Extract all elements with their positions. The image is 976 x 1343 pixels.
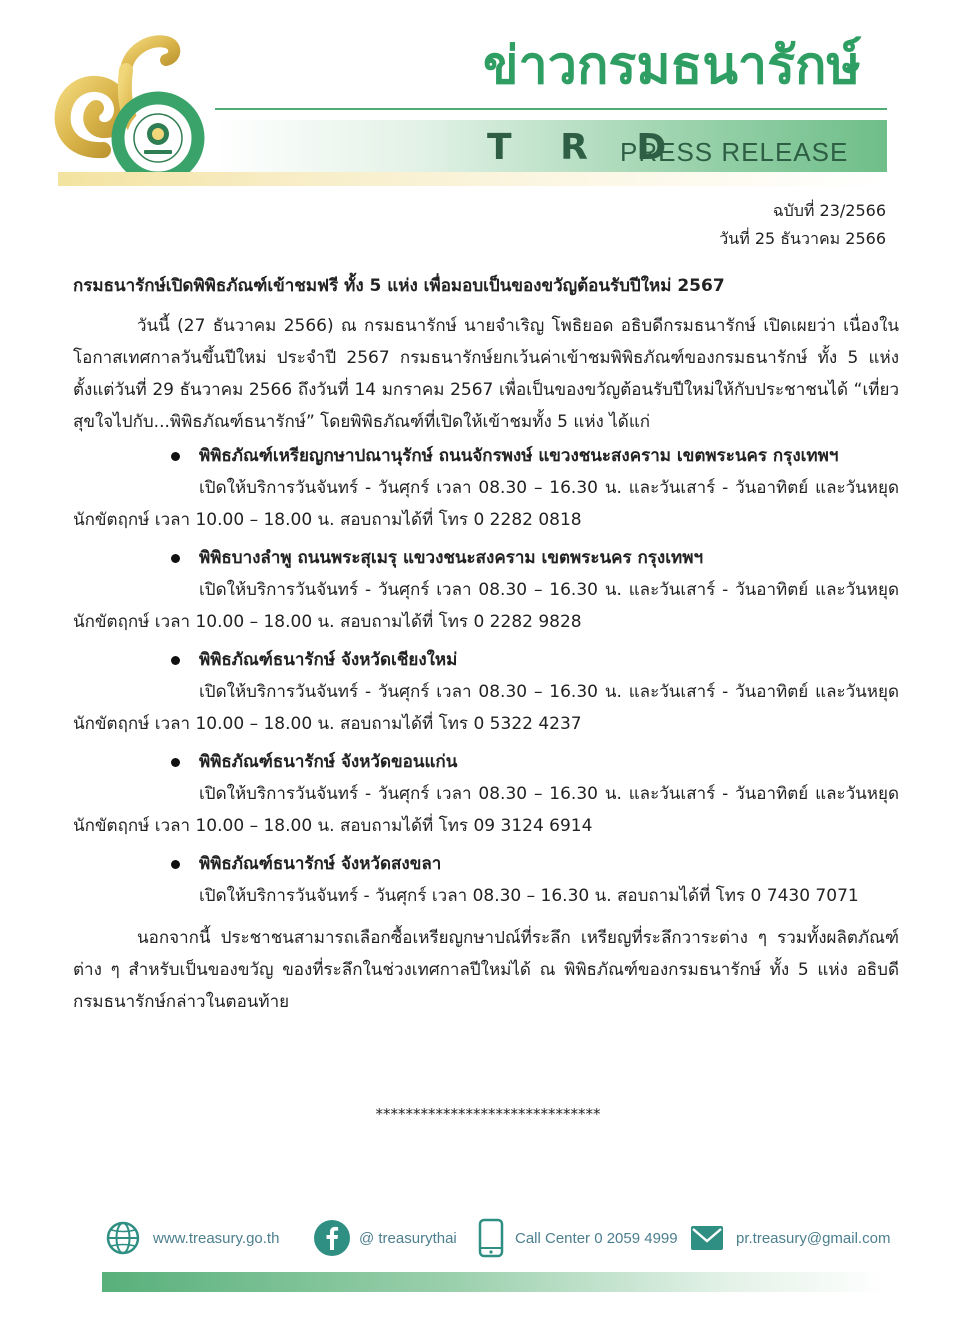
header-divider: [215, 108, 887, 110]
gold-band: [58, 172, 887, 186]
museum-item: [73, 440, 899, 536]
museum-hours: เปิดให้บริการวันจันทร์ - วันศุกร์ เวลา 08.30 – 16.30 น. และวันเสาร์ - วันอาทิตย์ และวันหยุดนักขัตฤกษ์ เวลา 10.00 – 18.00 น. สอบถามได้ที่ โทร 09 3124 6914: [73, 784, 899, 836]
email-text: pr.treasury@gmail.com: [736, 1229, 891, 1247]
footer-green-band: [102, 1272, 887, 1292]
museum-item: [73, 746, 899, 842]
museum-hours: เปิดให้บริการวันจันทร์ - วันศุกร์ เวลา 08.30 – 16.30 น. และวันเสาร์ - วันอาทิตย์ และวันหยุดนักขัตฤกษ์ เวลา 10.00 – 18.00 น. สอบถามได้ที่ โทร 0 2282 9828: [73, 580, 899, 632]
museum-name: พิพิธภัณฑ์ธนารักษ์ จังหวัดสงขลา: [73, 848, 899, 880]
intro-paragraph: วันนี้ (27 ธันวาคม 2566) ณ กรมธนารักษ์ นายจำเริญ โพธิยอด อธิบดีกรมธนารักษ์ เปิดเผยว่า เนื่องในโอกาสเทศกาลวันขึ้นปีใหม่ ประจำปี 2567 กรมธนารักษ์ยกเว้นค่าเข้าชมพิพิธภัณฑ์ของกรมธนารักษ์ ทั้ง 5 แห่ง ตั้งแต่วันที่ 29 ธันวาคม 2566 ถึงวันที่ 14 มกราคม 2567 เพื่อเป็นของขวัญต้อนรับปีใหม่ให้กับประชาชนได้ “เที่ยวสุขใจไปกับ...พิพิธภัณฑ์ธนารักษ์” โดยพิพิธภัณฑ์ที่เปิดให้เข้าชมทั้ง 5 แห่ง ได้แก่: [73, 316, 899, 432]
facebook-link[interactable]: [313, 1218, 457, 1258]
issue-date: วันที่ 25 ธันวาคม 2566: [719, 229, 886, 248]
call-center-link[interactable]: [477, 1218, 678, 1258]
treasury-department-seal-logo: [48, 30, 218, 190]
facebook-text: @ treasurythai: [359, 1229, 457, 1247]
globe-icon: [105, 1220, 141, 1256]
press-release-label: PRESS RELEASE: [620, 137, 849, 167]
call-center-text: Call Center 0 2059 4999: [515, 1229, 678, 1247]
website-link[interactable]: [105, 1218, 279, 1258]
email-envelope-icon: [690, 1224, 724, 1252]
closing-paragraph: นอกจากนี้ ประชาชนสามารถเลือกซื้อเหรียญกษาปณ์ที่ระลึก เหรียญที่ระลึกวาระต่าง ๆ รวมทั้งผลิตภัณฑ์ต่าง ๆ สำหรับเป็นของขวัญ ของที่ระลึกในช่วงเทศกาลปีใหม่ได้ ณ พิพิธภัณฑ์ของกรมธนารักษ์ ทั้ง 5 แห่ง อธิบดีกรมธนารักษ์กล่าวในตอนท้าย: [73, 928, 899, 1012]
facebook-icon: [313, 1219, 351, 1257]
headline: กรมธนารักษ์เปิดพิพิธภัณฑ์เข้าชมฟรี ทั้ง 5 แห่ง เพื่อมอบเป็นของขวัญต้อนรับปีใหม่ 2567: [73, 276, 725, 296]
museum-item: [73, 644, 899, 740]
museum-hours: เปิดให้บริการวันจันทร์ - วันศุกร์ เวลา 08.30 – 16.30 น. สอบถามได้ที่ โทร 0 7430 7071: [199, 886, 859, 906]
document-body: [73, 270, 899, 1018]
trd-label: T R D: [487, 127, 685, 168]
email-link[interactable]: [690, 1218, 890, 1258]
museum-hours: เปิดให้บริการวันจันทร์ - วันศุกร์ เวลา 08.30 – 16.30 น. และวันเสาร์ - วันอาทิตย์ และวันหยุดนักขัตฤกษ์ เวลา 10.00 – 18.00 น. สอบถามได้ที่ โทร 0 2282 0818: [73, 478, 899, 530]
mobile-phone-icon: [477, 1218, 505, 1258]
header-title-thai: ข่าวกรมธนารักษ์: [483, 36, 861, 96]
end-separator: ******************************: [375, 1105, 601, 1123]
museum-name: พิพิธภัณฑ์ธนารักษ์ จังหวัดเชียงใหม่: [73, 644, 899, 676]
museum-name: พิพิธภัณฑ์ธนารักษ์ จังหวัดขอนแก่น: [73, 746, 899, 778]
contact-footer: [105, 1218, 895, 1258]
museum-item: [73, 542, 899, 638]
museum-item: [73, 848, 899, 912]
issue-number: ฉบับที่ 23/2566: [772, 201, 886, 220]
museum-name: พิพิธภัณฑ์เหรียญกษาปณานุรักษ์ ถนนจักรพงษ์ แขวงชนะสงคราม เขตพระนคร กรุงเทพฯ: [73, 440, 899, 472]
website-text: www.treasury.go.th: [153, 1229, 280, 1247]
museum-name: พิพิธบางลำพู ถนนพระสุเมรุ แขวงชนะสงคราม เขตพระนคร กรุงเทพฯ: [73, 542, 899, 574]
museum-hours: เปิดให้บริการวันจันทร์ - วันศุกร์ เวลา 08.30 – 16.30 น. และวันเสาร์ - วันอาทิตย์ และวันหยุดนักขัตฤกษ์ เวลา 10.00 – 18.00 น. สอบถามได้ที่ โทร 0 5322 4237: [73, 682, 899, 734]
